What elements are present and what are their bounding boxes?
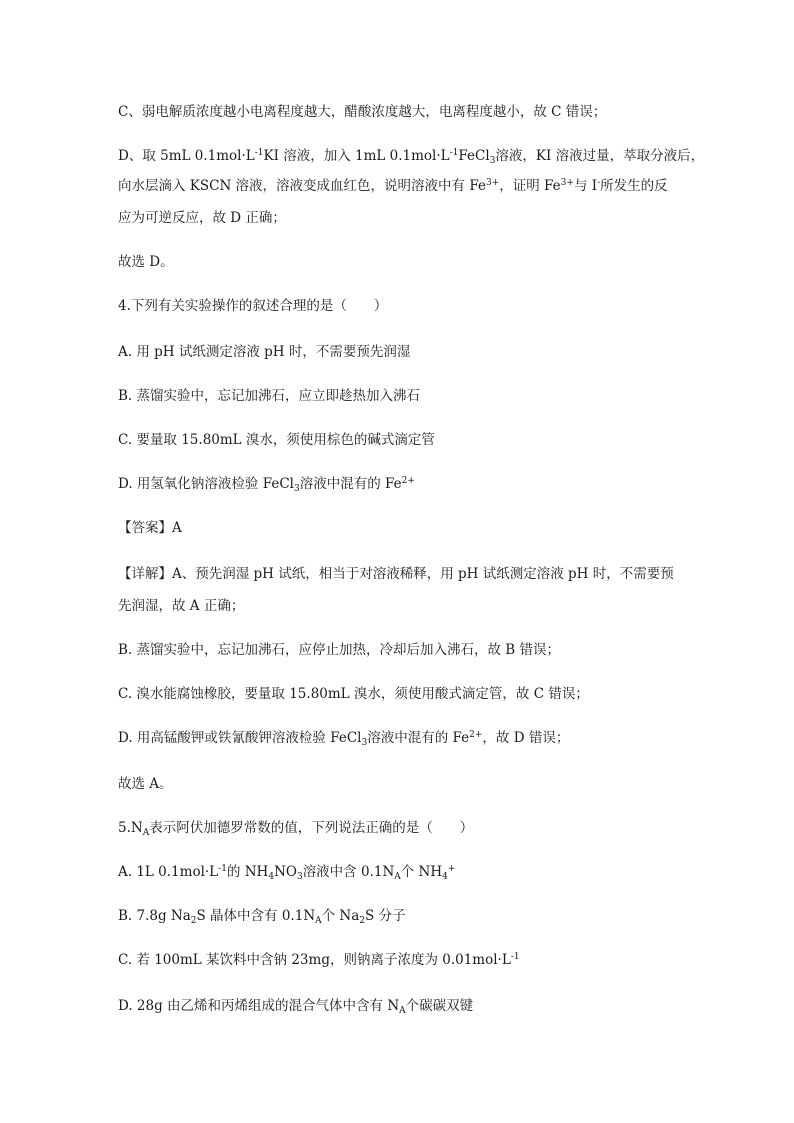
q4-option-a: A. 用 pH 试纸测定溶液 pH 时，不需要预先润湿 [118,344,411,360]
d-explanation-line-1: D、取 5mL $0.1mol\cdot L^{-1}KI$ 溶液，加入 1mL $0.1mol\cdot L^{-1}FeCl_3$溶液，KI 溶液过量，萃取分液后， [118,148,705,166]
question-4: 4.下列有关实验操作的叙述合理的是（ ） [118,298,388,314]
detail-line-2: 先润湿，故 A 正确； [118,598,245,614]
detail-option-c: C. 溴水能腐蚀橡胶，要量取 15.80mL 溴水，须使用酸式滴定管，故 C 错误； [118,686,589,702]
question-5: $5.N_A$表示阿伏加德罗常数的值，下列说法正确的是（ ） [118,820,474,838]
q4-option-b: B. 蒸馏实验中，忘记加沸石，应立即趁热加入沸石 [118,388,421,404]
answer-label: 【答案】A [118,520,182,536]
detail-option-b: B. 蒸馏实验中，忘记加沸石，应停止加热，冷却后加入沸石，故 B 错误； [118,642,561,658]
q4-option-d: D. 用氢氧化钠溶液检验 FeCl$_3$溶液中混有的 $Fe^{2+}$ [118,476,415,494]
select-a: 故选 A。 [118,776,173,792]
q5-option-b: B. 7.8g $Na_2S$ 晶体中含有 $0.1N_A$个 $Na_2S$ 分子 [118,908,406,926]
detail-line-1: 【详解】A、预先润湿 pH 试纸，相当于对溶液稀释，用 pH 试纸测定溶液 pH 时，不需要预 [118,566,674,582]
detail-option-d: D. 用高锰酸钾或铁氰酸钾溶液检验 FeCl$_3$溶液中混有的 $Fe^{2+}$，故 D 错误； [118,730,570,748]
d-explanation-line-3: 应为可逆反应，故 D 正确； [118,210,286,226]
q4-option-c: C. 要量取 15.80mL 溴水，须使用棕色的碱式滴定管 [118,432,435,448]
select-d: 故选 D。 [118,254,174,270]
q5-option-d: D. 28g 由乙烯和丙烯组成的混合气体中含有 $N_A$个碳碳双键 [118,998,474,1016]
q5-option-a: A. 1L $0.1mol\cdot L^{-1}$的 $NH_4NO_3$溶液中含 $0.1N_A$个 $NH_4^+$ [118,864,456,882]
q5-option-c: C. 若 100mL 某饮料中含钠 23mg，则钠离子浓度为 $0.01mol\cdot L^{-1}$ [118,952,520,968]
c-explanation: C、弱电解质浓度越小电离程度越大，醋酸浓度越大，电离程度越小，故 C 错误； [118,104,607,120]
d-explanation-line-2: 向水层滴入 KSCN 溶液，溶液变成血红色，说明溶液中有 $Fe^{3+}$，证明 $Fe^{3+}$与 I-所发生的反 [118,178,668,194]
